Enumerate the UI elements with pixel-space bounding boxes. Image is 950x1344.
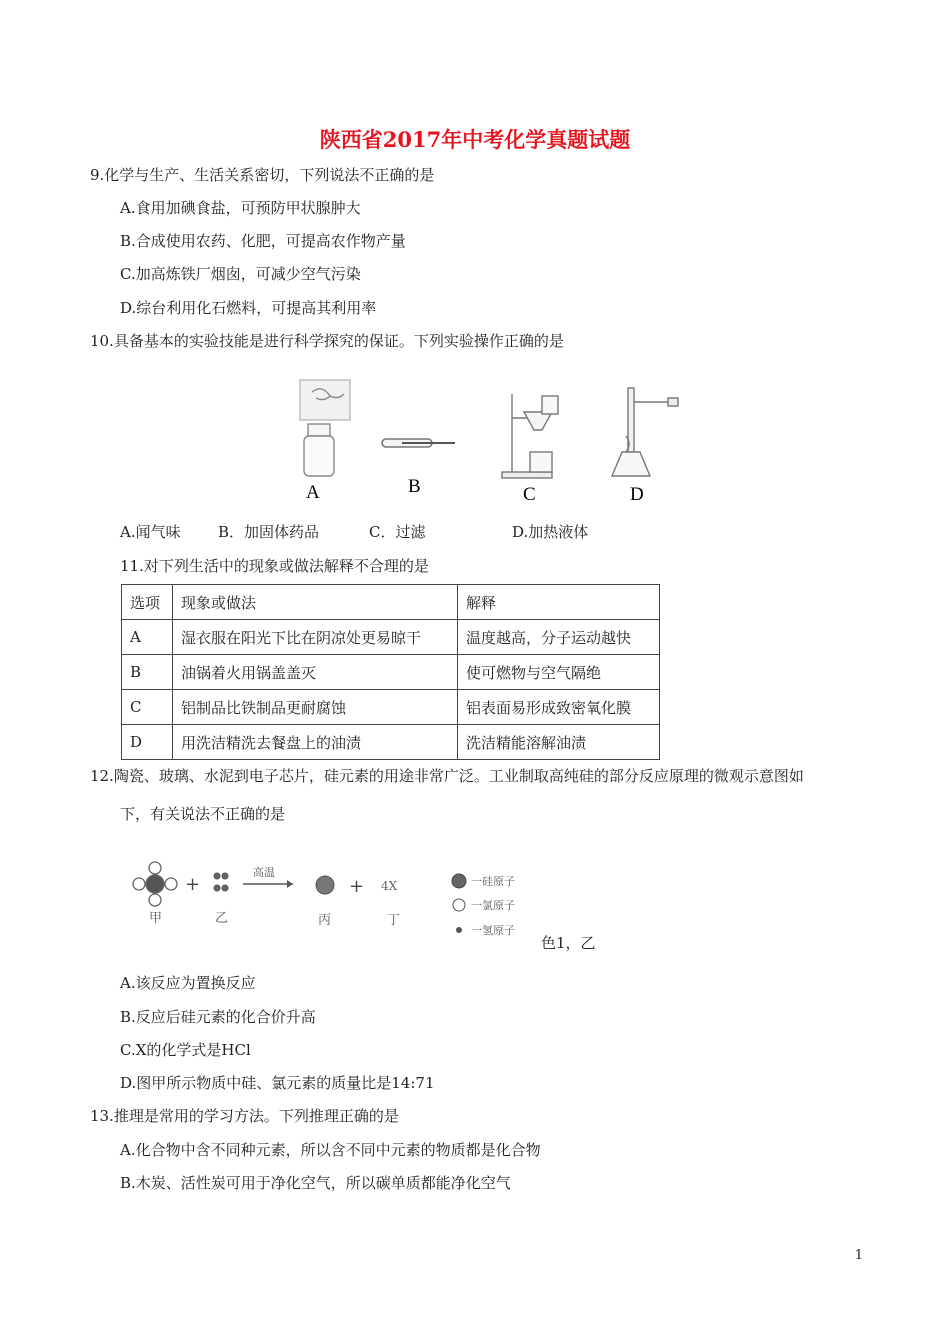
table-cell: 洗洁精能溶解油渍 <box>458 725 660 760</box>
legend-si: 一硅原子 <box>471 875 515 888</box>
table-cell: A <box>122 620 173 655</box>
table-cell: 湿衣服在阳光下比在阴凉处更易晾干 <box>173 620 458 655</box>
table-header-row <box>122 585 660 620</box>
table-row <box>122 655 660 690</box>
table-header-cell: 现象或做法 <box>173 585 458 620</box>
legend-si-icon <box>452 874 466 888</box>
table-row <box>122 620 660 655</box>
legend-h: 一氢原子 <box>471 924 515 937</box>
q9-option-a: A.食用加碘食盐，可预防甲状腺肿大 <box>120 199 361 217</box>
reaction-diagram <box>125 860 545 942</box>
page-number: 1 <box>854 1248 863 1263</box>
lab-operations-figure <box>290 372 690 512</box>
q12-stem-line1: 12.陶瓷、玻璃、水泥到电子芯片，硅元素的用途非常广泛。工业制取高纯硅的部分反应原理的微观示意图如 <box>90 767 804 785</box>
figure-label-a: A <box>306 482 320 503</box>
q12-option-c: C.X的化学式是HCl <box>120 1041 251 1059</box>
figure-c-filtration <box>502 394 558 478</box>
figure-label-b: B <box>408 476 421 497</box>
q12-option-b: B.反应后硅元素的化合价升高 <box>120 1008 316 1026</box>
legend-cl-icon <box>453 899 465 911</box>
q13-stem: 13.推理是常用的学习方法。下列推理正确的是 <box>90 1107 399 1125</box>
plus-sign: + <box>185 874 201 895</box>
condition-label: 高温 <box>253 866 275 879</box>
q9-option-b: B.合成使用农药、化肥，可提高农作物产量 <box>120 232 406 250</box>
table-cell: 铝表面易形成致密氧化膜 <box>458 690 660 725</box>
table-cell: 使可燃物与空气隔绝 <box>458 655 660 690</box>
q9-stem: 9.化学与生产、生活关系密切，下列说法不正确的是 <box>90 166 435 184</box>
label-bing: 丙 <box>318 913 332 928</box>
label-ding: 丁 <box>387 913 401 928</box>
table-cell: C <box>122 690 173 725</box>
q11-table <box>121 584 660 760</box>
q12-stem-line2: 下，有关说法不正确的是 <box>120 805 286 823</box>
figure-label-d: D <box>630 484 644 505</box>
table-cell: D <box>122 725 173 760</box>
table-cell: 油锅着火用锅盖盖灭 <box>173 655 458 690</box>
q10-option-c: C．过滤 <box>369 523 426 541</box>
figure-label-c: C <box>523 484 536 505</box>
legend-h-icon <box>456 927 462 933</box>
molecule-bing <box>316 876 334 894</box>
q12-option-d: D.图甲所示物质中硅、氯元素的质量比是14:71 <box>120 1074 435 1092</box>
q10-option-b: B．加固体药品 <box>218 523 320 541</box>
figure-a-smell-gas <box>300 380 350 476</box>
q10-option-d: D.加热液体 <box>512 523 589 541</box>
q13-option-a: A.化合物中含不同种元素，所以含不同中元素的物质都是化合物 <box>120 1141 541 1159</box>
molecule-yi <box>214 873 228 891</box>
q10-stem: 10.具备基本的实验技能是进行科学探究的保证。下列实验操作正确的是 <box>90 332 564 350</box>
q13-option-b: B.木炭、活性炭可用于净化空气，所以碳单质都能净化空气 <box>120 1174 511 1192</box>
molecule-jia <box>133 862 177 906</box>
legend-cl: 一氯原子 <box>471 899 515 912</box>
table-header-cell: 选项 <box>122 585 173 620</box>
table-row <box>122 690 660 725</box>
q9-option-c: C.加高炼铁厂烟囱，可减少空气污染 <box>120 265 361 283</box>
label-yi: 乙 <box>215 911 229 926</box>
q11-stem: 11.对下列生活中的现象或做法解释不合理的是 <box>120 557 429 575</box>
arrow-head-icon <box>287 880 293 888</box>
q12-option-a: A.该反应为置换反应 <box>120 974 256 992</box>
table-cell: 用洗洁精洗去餐盘上的油渍 <box>173 725 458 760</box>
plus-sign: + <box>349 876 365 897</box>
figure-d-heating <box>612 388 678 476</box>
table-row <box>122 725 660 760</box>
table-cell: B <box>122 655 173 690</box>
figure-b-test-tube <box>382 439 455 447</box>
q9-option-d: D.综台利用化石燃料，可提高其利用率 <box>120 299 377 317</box>
coefficient-4x: 4X <box>381 879 398 893</box>
table-cell: 温度越高，分子运动越快 <box>458 620 660 655</box>
table-header-cell: 解释 <box>458 585 660 620</box>
diagram-caption: 色1，乙 <box>541 934 596 952</box>
table-cell: 铝制品比铁制品更耐腐蚀 <box>173 690 458 725</box>
page-title: 陕西省2017年中考化学真题试题 <box>319 127 631 152</box>
q10-option-a: A.闻气味 <box>120 523 181 541</box>
label-jia: 甲 <box>149 911 163 926</box>
